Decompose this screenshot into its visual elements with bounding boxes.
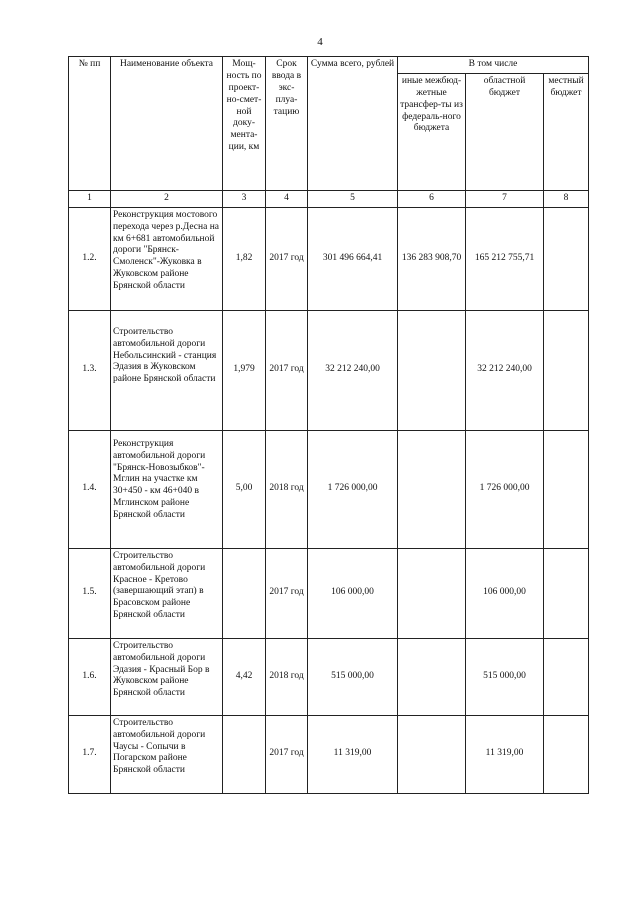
- local-cell: [544, 430, 589, 548]
- federal-cell: [398, 638, 466, 715]
- header-local: местный бюджет: [544, 73, 589, 190]
- header-term: Срок ввода в экс-плуа-тацию: [266, 57, 308, 191]
- column-number-row: [69, 190, 589, 207]
- table-row: [69, 430, 589, 548]
- term-cell: 2018 год: [266, 430, 308, 548]
- header-including: В том числе: [398, 57, 589, 74]
- row-number: 1.7.: [69, 715, 111, 793]
- object-name: Строительство автомобильной дороги Эдазия - Красный Бор в Жуковском районе Брянской области: [111, 638, 223, 715]
- table-row: [69, 548, 589, 638]
- capacity-cell: [223, 548, 266, 638]
- object-name: Строительство автомобильной дороги Красное - Кретово (завершающий этап) в Брасовском районе Брянской области: [111, 548, 223, 638]
- header-row: [69, 57, 589, 74]
- column-number: 3: [223, 190, 266, 207]
- budget-table: [68, 56, 589, 794]
- total-cell: 11 319,00: [308, 715, 398, 793]
- column-number: 7: [466, 190, 544, 207]
- column-number: 2: [111, 190, 223, 207]
- table-row: [69, 310, 589, 430]
- capacity-cell: 5,00: [223, 430, 266, 548]
- total-cell: 106 000,00: [308, 548, 398, 638]
- column-number: 5: [308, 190, 398, 207]
- header-total: Сумма всего, рублей: [308, 57, 398, 191]
- table-row: [69, 638, 589, 715]
- term-cell: 2018 год: [266, 638, 308, 715]
- total-cell: 301 496 664,41: [308, 207, 398, 310]
- regional-cell: 32 212 240,00: [466, 310, 544, 430]
- regional-cell: 515 000,00: [466, 638, 544, 715]
- row-number: 1.3.: [69, 310, 111, 430]
- term-cell: 2017 год: [266, 310, 308, 430]
- object-name: Строительство автомобильной дороги Небольсинский - станция Эдазия в Жуковском районе Брянской области: [111, 310, 223, 430]
- row-number: 1.4.: [69, 430, 111, 548]
- column-number: 4: [266, 190, 308, 207]
- table-row: [69, 715, 589, 793]
- row-number: 1.6.: [69, 638, 111, 715]
- column-number: 6: [398, 190, 466, 207]
- header-federal: иные межбюд-жетные трансфер-ты из федераль-ного бюджета: [398, 73, 466, 190]
- local-cell: [544, 548, 589, 638]
- header-capacity: Мощ-ность по проект-но-смет-ной доку-мента-ции, км: [223, 57, 266, 191]
- object-name: Строительство автомобильной дороги Чаусы - Сопычи в Погарском районе Брянской области: [111, 715, 223, 793]
- table-row: [69, 207, 589, 310]
- federal-cell: 136 283 908,70: [398, 207, 466, 310]
- header-regional: областной бюджет: [466, 73, 544, 190]
- federal-cell: [398, 430, 466, 548]
- local-cell: [544, 310, 589, 430]
- capacity-cell: [223, 715, 266, 793]
- capacity-cell: 1,979: [223, 310, 266, 430]
- regional-cell: 1 726 000,00: [466, 430, 544, 548]
- total-cell: 515 000,00: [308, 638, 398, 715]
- federal-cell: [398, 310, 466, 430]
- object-name: Реконструкция автомобильной дороги "Брянск-Новозыбков"-Мглин на участке км 30+450 - км 46+040 в Мглинском районе Брянской области: [111, 430, 223, 548]
- local-cell: [544, 715, 589, 793]
- total-cell: 32 212 240,00: [308, 310, 398, 430]
- column-number: 1: [69, 190, 111, 207]
- term-cell: 2017 год: [266, 207, 308, 310]
- term-cell: 2017 год: [266, 548, 308, 638]
- row-number: 1.5.: [69, 548, 111, 638]
- row-number: 1.2.: [69, 207, 111, 310]
- page-number: 4: [317, 36, 323, 48]
- federal-cell: [398, 715, 466, 793]
- header-no: № пп: [69, 57, 111, 191]
- capacity-cell: 4,42: [223, 638, 266, 715]
- term-cell: 2017 год: [266, 715, 308, 793]
- header-name: Наименование объекта: [111, 57, 223, 191]
- local-cell: [544, 638, 589, 715]
- regional-cell: 165 212 755,71: [466, 207, 544, 310]
- capacity-cell: 1,82: [223, 207, 266, 310]
- regional-cell: 106 000,00: [466, 548, 544, 638]
- regional-cell: 11 319,00: [466, 715, 544, 793]
- total-cell: 1 726 000,00: [308, 430, 398, 548]
- local-cell: [544, 207, 589, 310]
- object-name: Реконструкция мостового перехода через р.Десна на км 6+681 автомобильной дороги "Брянск-Смоленск"-Жуковка в Жуковском районе Брянской области: [111, 207, 223, 310]
- column-number: 8: [544, 190, 589, 207]
- federal-cell: [398, 548, 466, 638]
